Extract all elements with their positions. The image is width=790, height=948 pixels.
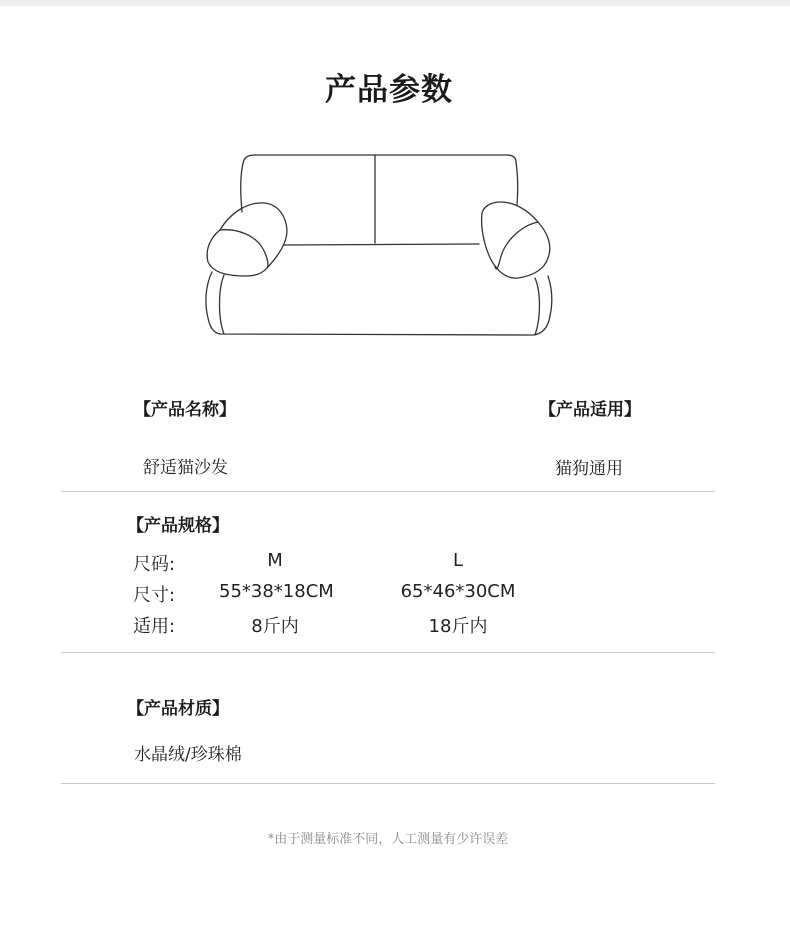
- product-name-value: 舒适猫沙发: [143, 458, 228, 478]
- spec-key: 尺寸:: [133, 585, 176, 606]
- spec-label: 【产品规格】: [127, 516, 229, 536]
- product-name-label: 【产品名称】: [134, 400, 236, 420]
- divider: [61, 491, 715, 492]
- spec-value-l: 18斤内: [428, 616, 488, 637]
- page-title: 产品参数: [325, 72, 453, 108]
- spec-row-dimensions: [133, 581, 553, 605]
- product-use-label: 【产品适用】: [539, 400, 641, 420]
- footnote: *由于测量标准不同，人工测量有少许误差: [267, 832, 509, 847]
- spec-key: 尺码:: [133, 554, 176, 575]
- spec-value-l: 65*46*30CM: [400, 581, 516, 602]
- spec-value-m: M: [267, 550, 283, 571]
- spec-key: 适用:: [133, 616, 176, 637]
- top-strip: [0, 0, 790, 6]
- spec-value-l: L: [452, 550, 464, 571]
- divider: [61, 783, 715, 784]
- divider: [61, 652, 715, 653]
- product-use-value: 猫狗通用: [555, 459, 623, 479]
- material-value: 水晶绒/珍珠棉: [134, 745, 242, 765]
- spec-value-m: 55*38*18CM: [219, 581, 334, 602]
- material-label: 【产品材质】: [127, 699, 229, 719]
- sofa-icon: [198, 150, 558, 345]
- spec-value-m: 8斤内: [251, 616, 299, 637]
- spec-row-size: [133, 550, 553, 574]
- spec-row-weight: [133, 612, 553, 636]
